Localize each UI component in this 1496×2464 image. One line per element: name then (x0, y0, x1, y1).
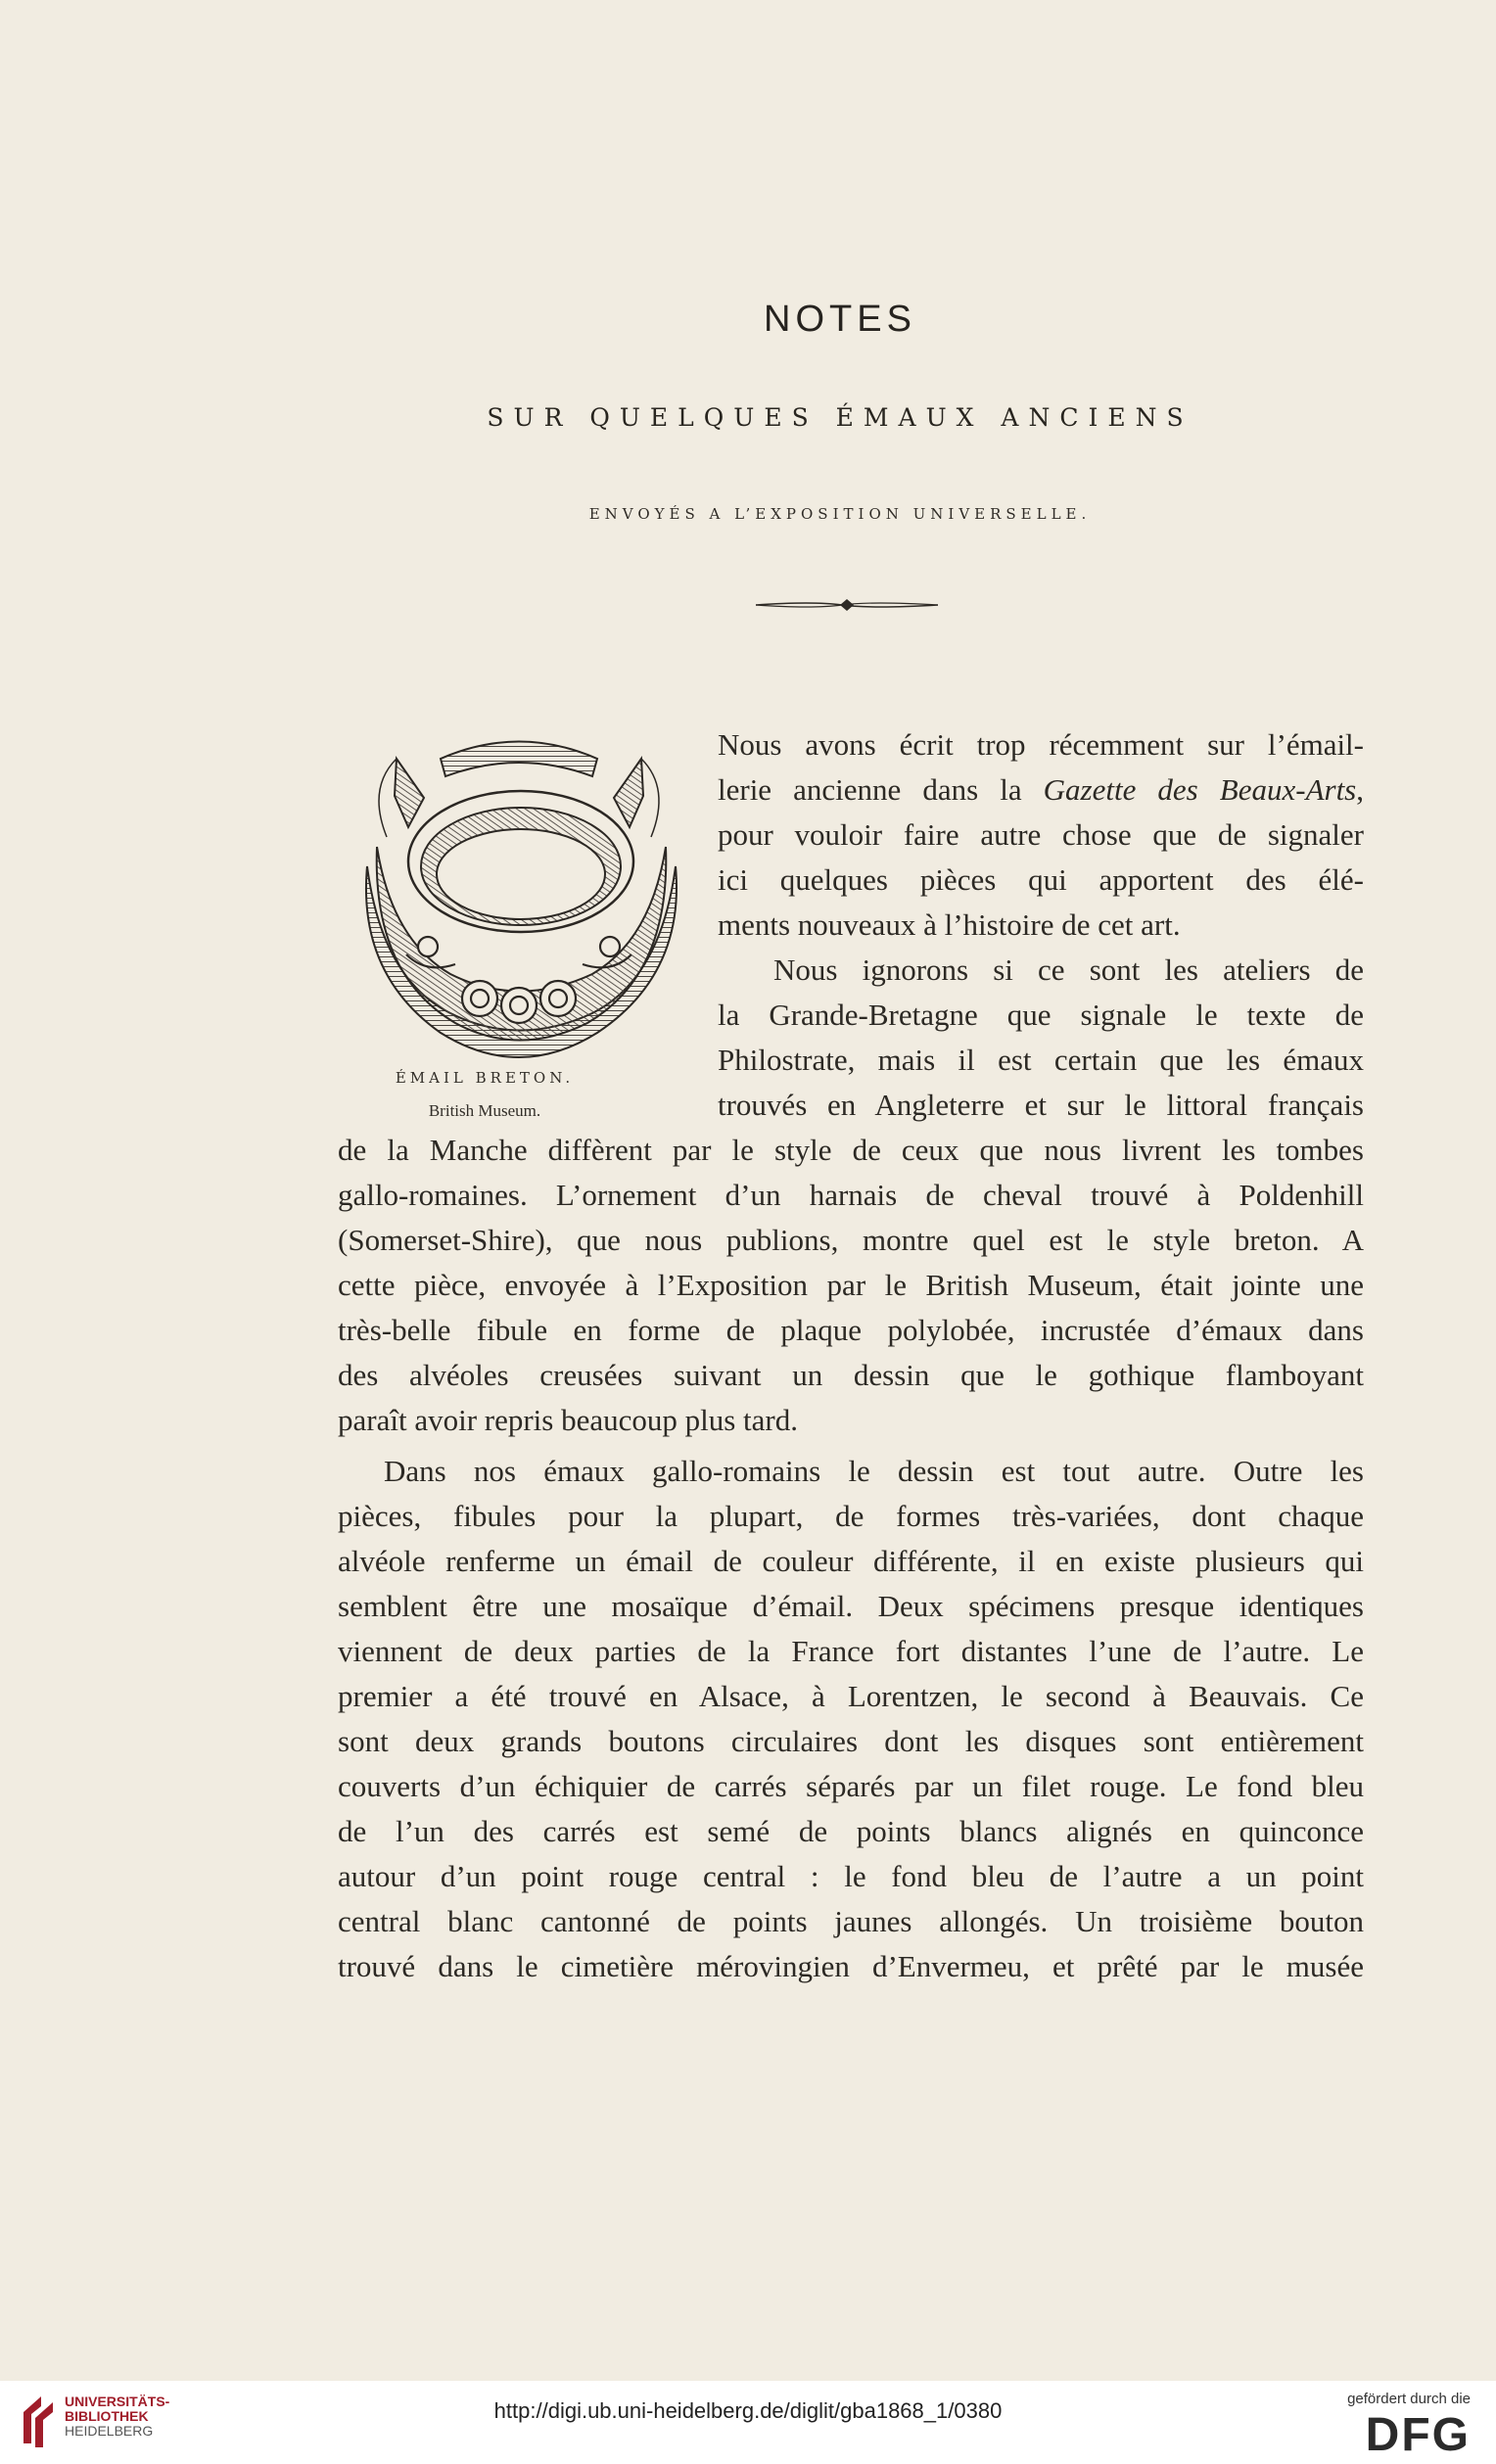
body-line: des alvéoles creusées suivant un dessin que le gothique flamboyant (338, 1358, 1364, 1392)
body-line: de l’un des carrés est semé de points blancs alignés en quinconce (338, 1814, 1364, 1848)
body-line: paraît avoir repris beaucoup plus tard. (338, 1403, 798, 1437)
library-name-line2: BIBLIOTHEK (65, 2408, 149, 2424)
body-line: ments nouveaux à l’histoire de cet art. (718, 907, 1181, 942)
page-subtitle: SUR QUELQUES ÉMAUX ANCIENS (487, 403, 1193, 432)
figure-source: British Museum. (428, 1101, 541, 1120)
body-line-punct: , (1356, 772, 1364, 807)
figure-caption: ÉMAIL BRETON. (395, 1069, 575, 1087)
body-line: trouvés en Angleterre et sur le littoral français (718, 1088, 1364, 1122)
body-line: la Grande-Bretagne que signale le texte de (718, 998, 1364, 1032)
ornament-rule-icon (754, 597, 940, 613)
body-line: semblent être une mosaïque d’émail. Deux spécimens presque identiques (338, 1589, 1364, 1623)
body-line: autour d’un point rouge central : le fond bleu de l’autre a un point (338, 1859, 1364, 1893)
body-line: trouvé dans le cimetière mérovingien d’Envermeu, et prêté par le musée (338, 1949, 1364, 1983)
body-line: sont deux grands boutons circulaires dont les disques sont entièrement (338, 1724, 1364, 1758)
page-subsubtitle: ENVOYÉS A L’EXPOSITION UNIVERSELLE. (588, 505, 1092, 523)
footer-bar (0, 2381, 1496, 2464)
email-breton-figure (348, 729, 690, 1096)
body-line: premier a été trouvé en Alsace, à Lorentzen, le second à Beauvais. Ce (338, 1679, 1364, 1713)
body-line: de la Manche diffèrent par le style de ceux que nous livrent les tombes (338, 1133, 1364, 1167)
body-line: pour vouloir faire autre chose que de signaler (718, 817, 1364, 852)
body-line: couverts d’un échiquier de carrés séparés par un filet rouge. Le fond bleu (338, 1769, 1364, 1803)
body-line: viennent de deux parties de la France fort distantes l’une de l’autre. Le (338, 1634, 1364, 1668)
library-name-line1: UNIVERSITÄTS- (65, 2394, 170, 2409)
body-line: très-belle fibule en forme de plaque polylobée, incrustée d’émaux dans (338, 1313, 1364, 1347)
italic-title: Gazette des Beaux-Arts (1043, 772, 1357, 807)
body-line: (Somerset-Shire), que nous publions, montre quel est le style breton. A (338, 1223, 1364, 1257)
body-line: pièces, fibules pour la plupart, de formes très-variées, dont chaque (338, 1499, 1364, 1533)
dfg-logo: DFG (1365, 2409, 1471, 2461)
body-line: Dans nos émaux gallo-romains le dessin est tout autre. Outre les (384, 1454, 1364, 1488)
body-line: central blanc cantonné de points jaunes allongés. Un troisième bouton (338, 1904, 1364, 1938)
body-line: Nous avons écrit trop récemment sur l’émail- (718, 727, 1364, 762)
body-line: Nous ignorons si ce sont les ateliers de (773, 953, 1364, 987)
body-line: ici quelques pièces qui apportent des élé- (718, 862, 1364, 897)
body-line: cette pièce, envoyée à l’Exposition par le British Museum, était jointe une (338, 1268, 1364, 1302)
body-line: alvéole renferme un émail de couleur différente, il en existe plusieurs qui (338, 1544, 1364, 1578)
permalink-url[interactable]: http://digi.ub.uni-heidelberg.de/diglit/gba1868_1/0380 (493, 2398, 1003, 2423)
page-title: NOTES (764, 299, 916, 340)
library-name-line3: HEIDELBERG (65, 2423, 154, 2439)
body-line-text: lerie ancienne dans la (718, 772, 1044, 807)
sponsor-text: gefördert durch die (1347, 2391, 1471, 2407)
body-line: gallo-romaines. L’ornement d’un harnais de cheval trouvé à Poldenhill (338, 1178, 1364, 1212)
body-line (718, 767, 1364, 813)
body-line: Philostrate, mais il est certain que les émaux (718, 1043, 1364, 1077)
